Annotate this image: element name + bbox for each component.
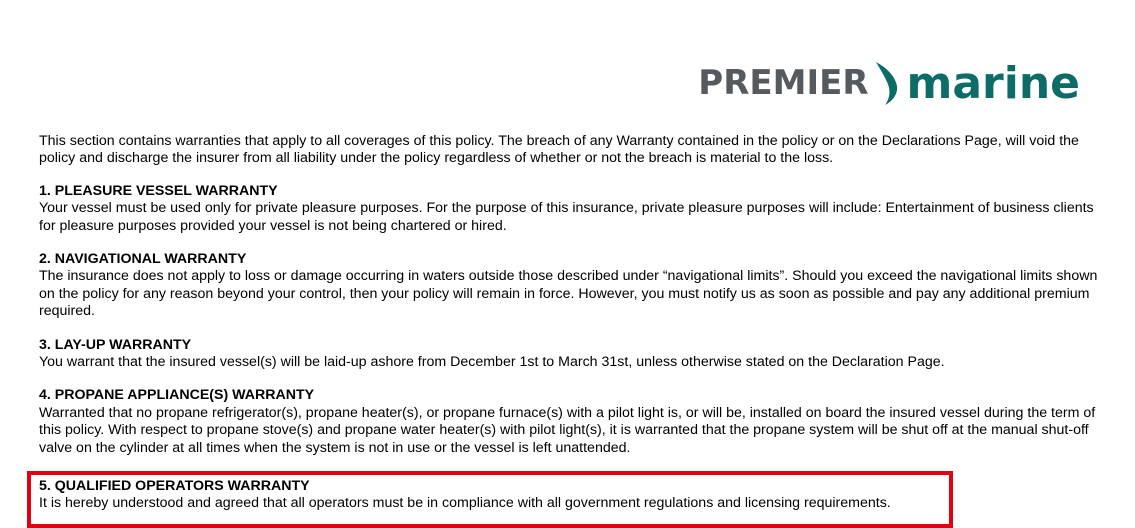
- section-title: 2. NAVIGATIONAL WARRANTY: [39, 251, 247, 268]
- section-propane-appliances: [39, 387, 1099, 457]
- section-body: Your vessel must be used only for private pleasure purposes. For the purpose of this insurance, private pleasure purposes will include: Entertainment of business clients for pleasure purposes provided your vessel is not being chartered or hired.: [39, 200, 1094, 234]
- section-title: 3. LAY-UP WARRANTY: [39, 336, 192, 353]
- logo-word-premier: PREMIER: [698, 63, 869, 103]
- section-body: It is hereby understood and agreed that all operators must be in compliance with all government regulations and licensing requirements.: [39, 495, 891, 512]
- section-body: You warrant that the insured vessel(s) will be laid-up ashore from December 1st to March 31st, unless otherwise stated on the Declaration Page.: [39, 354, 945, 371]
- intro-paragraph: This section contains warranties that apply to all coverages of this policy. The breach of any Warranty contained in the policy or on the Declarations Page, will void the policy and discharge the insurer from all liability under the policy regardless of whether or not the breach is material to the loss.: [39, 133, 1079, 167]
- section-title: 5. QUALIFIED OPERATORS WARRANTY: [39, 478, 310, 494]
- section-lay-up: [39, 337, 1099, 372]
- premier-marine-logo: [698, 58, 1080, 108]
- section-navigational: [39, 251, 1099, 321]
- warranty-document: [39, 133, 1099, 473]
- logo-word-marine: marine: [906, 57, 1080, 109]
- section-title: 4. PROPANE APPLIANCE(S) WARRANTY: [39, 387, 315, 404]
- section-pleasure-vessel: [39, 183, 1099, 235]
- section-title: 1. PLEASURE VESSEL WARRANTY: [39, 182, 278, 199]
- section-body: The insurance does not apply to loss or damage occurring in waters outside those described under “navigational limits”. Should you exceed the navigational limits shown on the policy for any reason beyond your control, then your policy will remain in force. However, you must notify us as soon as possible and pay any additional premium required.: [39, 268, 1098, 320]
- section-qualified-operators: [39, 478, 1039, 513]
- swoosh-icon: [873, 60, 903, 106]
- section-body: Warranted that no propane refrigerator(s), propane heater(s), or propane furnace(s) with a pilot light is, or will be, installed on board the insured vessel during the term of this policy. With respect to propane stove(s) and propane water heater(s) with pilot light(s), it is warranted that the propane system will be shut off at the manual shut-off valve on the cylinder at all times when the system is not in use or the vessel is left unattended.: [39, 404, 1096, 456]
